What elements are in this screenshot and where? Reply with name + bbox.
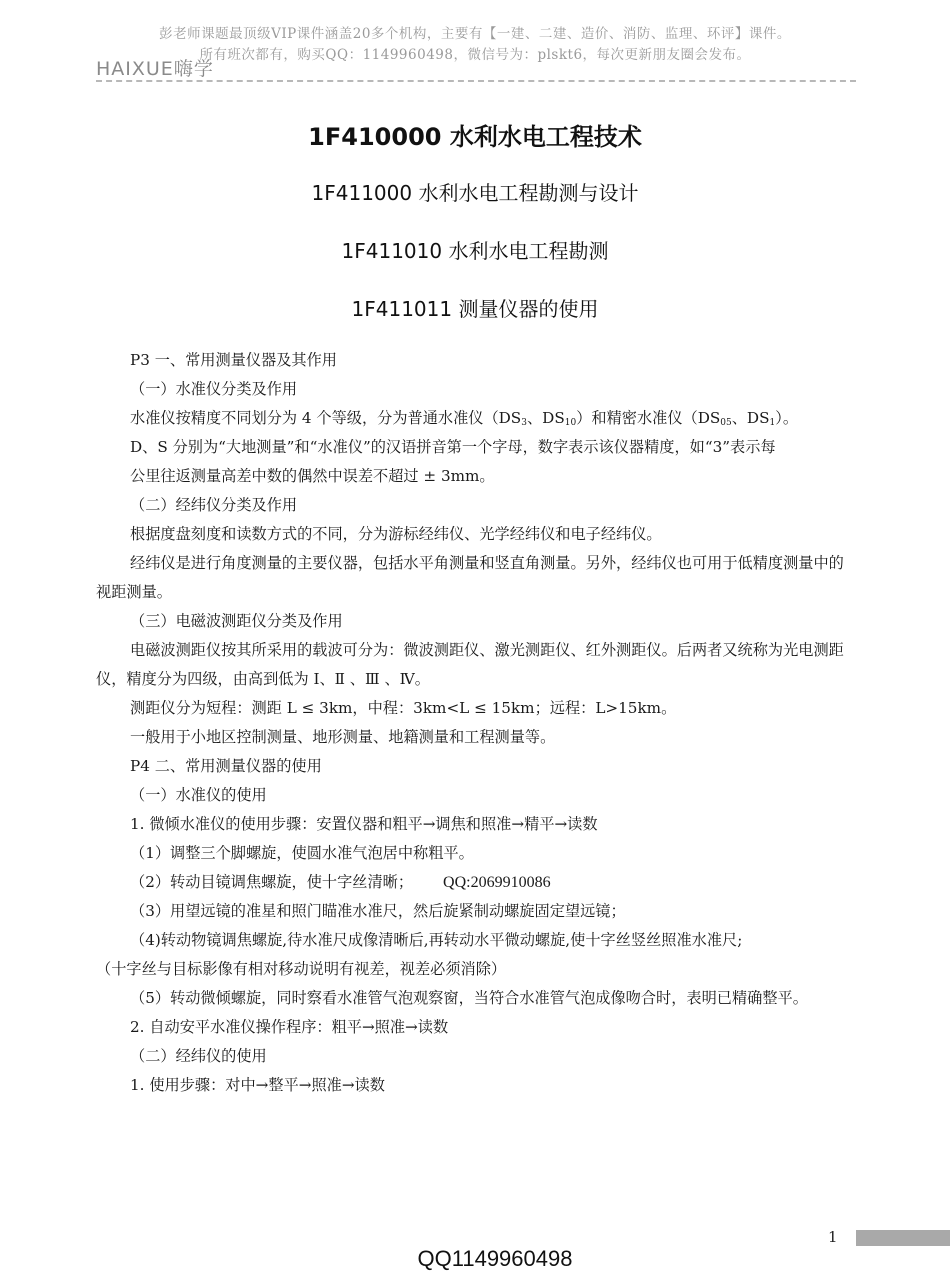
paragraph: 经纬仪是进行角度测量的主要仪器，包括水平角测量和竖直角测量。另外，经纬仪也可用于低精度测量中的视距测量。: [96, 554, 844, 601]
paragraph: 2. 自动安平水准仪操作程序：粗平→照准→读数: [130, 1018, 449, 1036]
watermark-line-1: 彭老师课题最顶级VIP课件涵盖20多个机构，主要有【一建、二建、造价、消防、监理、环评】课件。: [159, 26, 791, 42]
paragraph: 电磁波测距仪按其所采用的载波可分为：微波测距仪、激光测距仪、红外测距仪。后两者又统称为光电测距仪，精度分为四级，由高到低为 I、Ⅱ 、Ⅲ 、Ⅳ。: [96, 641, 844, 688]
paragraph: （一）水准仪分类及作用: [130, 380, 298, 398]
paragraph: 一般用于小地区控制测量、地形测量、地籍测量和工程测量等。: [130, 728, 556, 746]
watermark-line-2: 所有班次都有，购买QQ：1149960498，微信号为：plskt6，每次更新朋友圈会发布。: [199, 47, 751, 63]
footer-qq: QQ1149960498: [417, 1246, 573, 1271]
paragraph: 1. 微倾水准仪的使用步骤：安置仪器和粗平→调焦和照准→精平→读数: [130, 815, 598, 833]
paragraph: （1）调整三个脚螺旋，使圆水准气泡居中称粗平。: [130, 844, 474, 862]
paragraph: （4)转动物镜调焦螺旋,待水准尺成像清晰后,再转动水平微动螺旋,使十字丝竖丝照准水准尺;: [130, 931, 743, 949]
paragraph: 公里往返测量高差中数的偶然中误差不超过 ± 3mm。: [130, 467, 495, 485]
topic-title: 1F411011 测量仪器的使用: [351, 297, 599, 321]
section-title: 1F411000 水利水电工程勘测与设计: [311, 181, 639, 205]
qq-watermark: QQ:2069910086: [443, 874, 551, 891]
paragraph: （二）经纬仪分类及作用: [130, 496, 298, 514]
haixue-logo: HAIXUE嗨学: [96, 58, 214, 80]
paragraph: （三）电磁波测距仪分类及作用: [130, 612, 343, 630]
paragraph: （2）转动目镜调焦螺旋，使十字丝清晰； QQ:2069910086: [130, 873, 551, 891]
paragraph: （二）经纬仪的使用: [130, 1047, 267, 1065]
paragraph: 1. 使用步骤：对中→整平→照准→读数: [130, 1076, 385, 1094]
paragraph: 测距仪分为短程：测距 L ≤ 3km，中程：3km<L ≤ 15km；远程：L>15km。: [130, 699, 677, 717]
paragraph: 根据度盘刻度和读数方式的不同，分为游标经纬仪、光学经纬仪和电子经纬仪。: [130, 525, 662, 543]
header-dashed-divider: [96, 80, 856, 82]
paragraph: 水准仪按精度不同划分为 4 个等级，分为普通水准仪（$DS_3$、$DS_{10}$）和精密水准仪（$DS_{05}$、$DS_1$）。: [130, 409, 799, 428]
subsection-title: 1F411010 水利水电工程勘测: [341, 239, 609, 263]
document-body: [96, 346, 858, 1100]
chapter-title: 1F410000 水利水电工程技术: [308, 123, 642, 151]
paragraph: P3 一、常用测量仪器及其作用: [130, 351, 337, 369]
paragraph: （一）水准仪的使用: [130, 786, 267, 804]
paragraph: （3）用望远镜的准星和照门瞄准水准尺，然后旋紧制动螺旋固定望远镜；: [130, 902, 626, 920]
paragraph: P4 二、常用测量仪器的使用: [130, 757, 322, 775]
paragraph: D、S 分别为“大地测量”和“水准仪”的汉语拼音第一个字母，数字表示该仪器精度，如“3”表示每: [130, 438, 776, 456]
paragraph: （5）转动微倾螺旋，同时察看水准管气泡观察窗，当符合水准管气泡成像吻合时，表明已精确整平。: [130, 989, 808, 1007]
page-number: 1: [828, 1228, 838, 1246]
page-number-bar: [856, 1230, 950, 1246]
paragraph: （十字丝与目标影像有相对移动说明有视差，视差必须消除）: [96, 960, 507, 978]
